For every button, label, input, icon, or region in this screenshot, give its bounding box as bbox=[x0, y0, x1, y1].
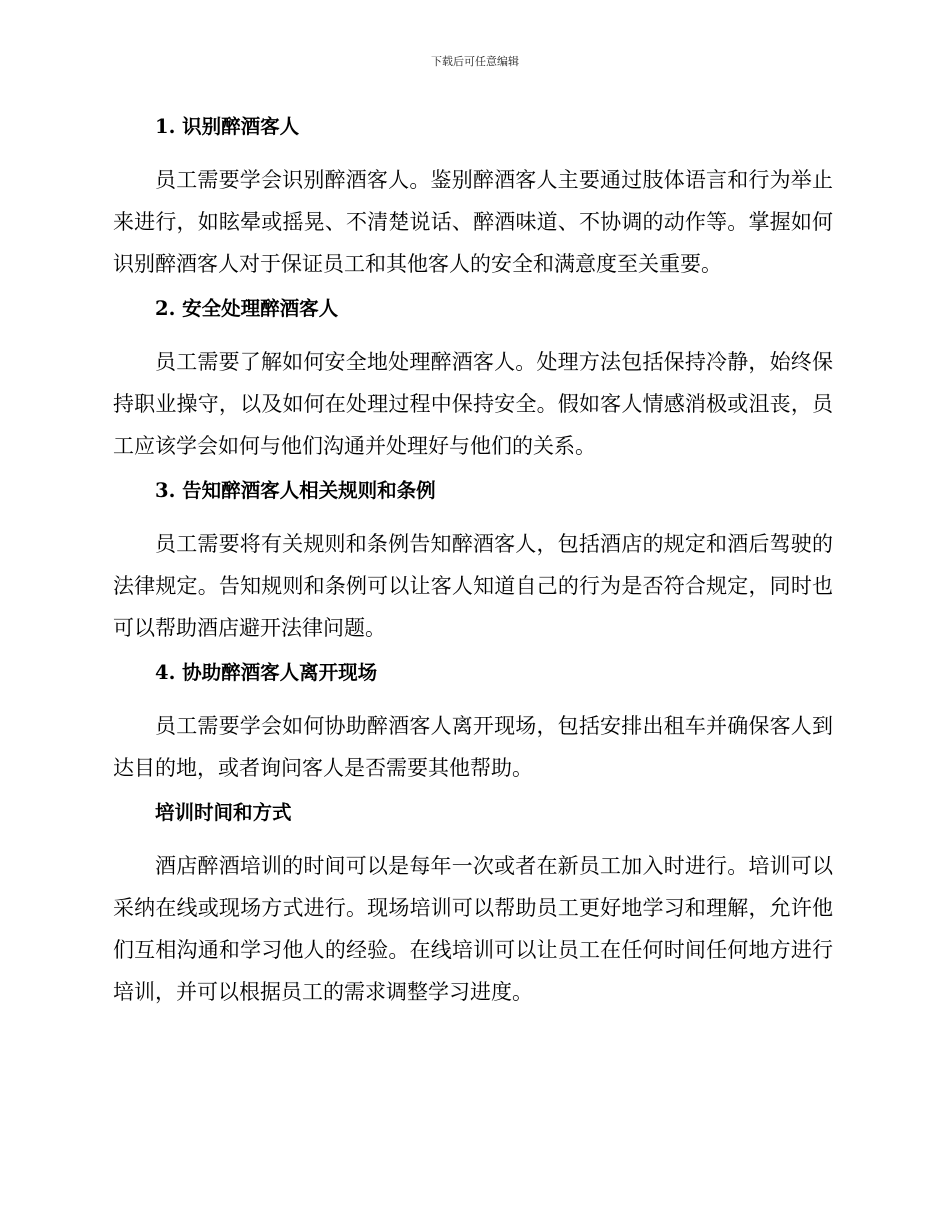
section-paragraph: 员工需要学会如何协助醉酒客人离开现场，包括安排出租车并确保客人到达目的地，或者询问客人是否需要其他帮助。 bbox=[113, 714, 833, 780]
section-heading: 3. 告知醉酒客人相关规则和条例 bbox=[155, 479, 436, 502]
section-heading: 1. 识别醉酒客人 bbox=[155, 115, 300, 138]
section-assist-leaving bbox=[113, 658, 833, 789]
page-header-note: 下载后可任意编辑 bbox=[431, 55, 519, 68]
section-inform-rules bbox=[113, 476, 833, 649]
section-heading: 4. 协助醉酒客人离开现场 bbox=[155, 661, 378, 684]
section-paragraph: 员工需要将有关规则和条例告知醉酒客人，包括酒店的规定和酒后驾驶的法律规定。告知规则和条例可以让客人知道自己的行为是否符合规定，同时也可以帮助酒店避开法律问题。 bbox=[113, 532, 833, 640]
section-paragraph: 员工需要学会识别醉酒客人。鉴别醉酒客人主要通过肢体语言和行为举止来进行，如眩晕或摇晃、不清楚说话、醉酒味道、不协调的动作等。掌握如何识别醉酒客人对于保证员工和其他客人的安全和满意度至关重要。 bbox=[113, 168, 833, 276]
section-paragraph: 员工需要了解如何安全地处理醉酒客人。处理方法包括保持冷静，始终保持职业操守，以及如何在处理过程中保持安全。假如客人情感消极或沮丧，员工应该学会如何与他们沟通并处理好与他们的关系。 bbox=[113, 350, 833, 458]
section-identify-drunk-guests bbox=[113, 112, 833, 285]
section-heading: 2. 安全处理醉酒客人 bbox=[155, 297, 339, 320]
section-training-time-and-method bbox=[113, 798, 833, 1013]
section-paragraph: 酒店醉酒培训的时间可以是每年一次或者在新员工加入时进行。培训可以采纳在线或现场方式进行。现场培训可以帮助员工更好地学习和理解，允许他们互相沟通和学习他人的经验。在线培训可以让员工在任何时间任何地方进行培训，并可以根据员工的需求调整学习进度。 bbox=[113, 854, 833, 1004]
section-safe-handling bbox=[113, 294, 833, 467]
document-content bbox=[113, 112, 833, 1022]
section-heading: 培训时间和方式 bbox=[155, 801, 292, 824]
